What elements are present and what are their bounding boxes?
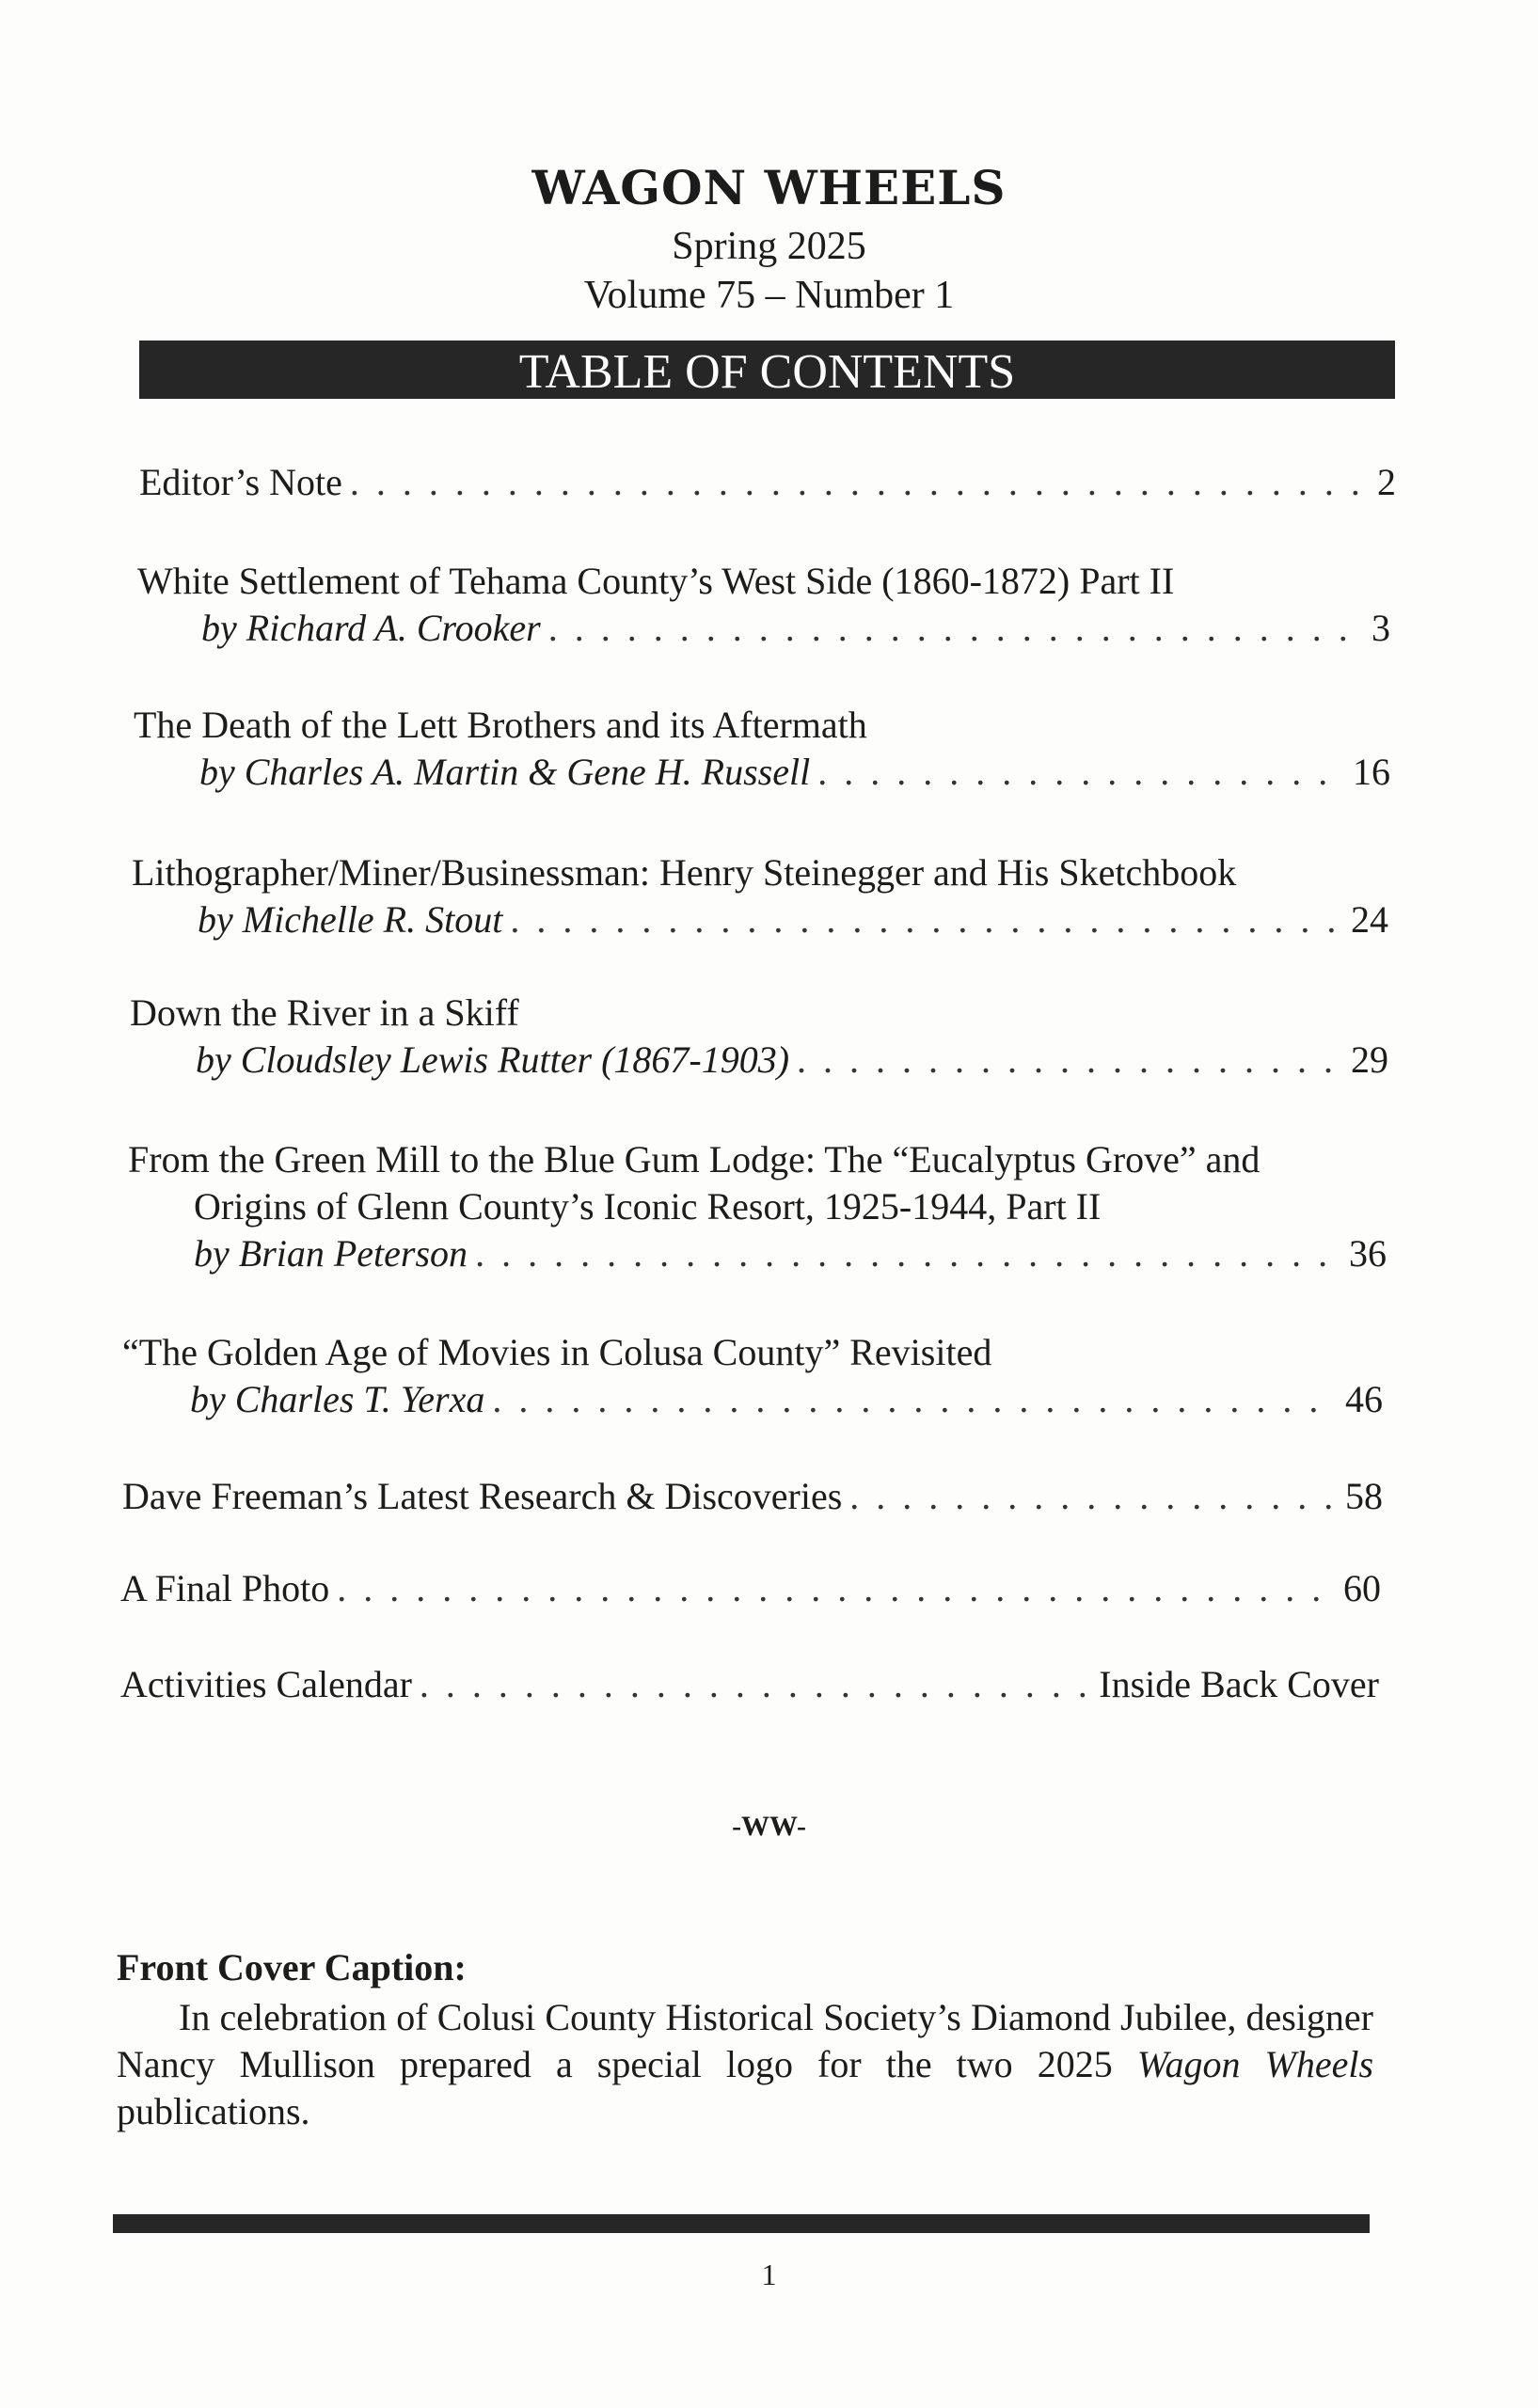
toc-heading: TABLE OF CONTENTS bbox=[139, 341, 1395, 399]
publication-title: WAGON WHEELS bbox=[531, 160, 1007, 215]
entry-title-continued: Origins of Glenn County’s Iconic Resort, 1925-1944, Part II bbox=[194, 1185, 1102, 1228]
section-separator: -WW- bbox=[732, 1811, 806, 1842]
entry-page: 36 bbox=[1349, 1232, 1387, 1275]
toc-entry[interactable] bbox=[134, 702, 1390, 796]
dot-leader bbox=[337, 1565, 1336, 1612]
toc-entry[interactable] bbox=[120, 1565, 1381, 1612]
entry-title: The Death of the Lett Brothers and its Aftermath bbox=[134, 704, 867, 746]
entry-author: by Cloudsley Lewis Rutter (1867-1903) bbox=[196, 1038, 790, 1081]
toc-entry[interactable] bbox=[128, 1136, 1387, 1277]
entry-title: From the Green Mill to the Blue Gum Lodge: The “Eucalyptus Grove” and bbox=[128, 1138, 1261, 1180]
toc-entry[interactable] bbox=[122, 1329, 1383, 1423]
entry-page: 2 bbox=[1377, 461, 1396, 503]
toc-entry[interactable] bbox=[132, 849, 1388, 943]
caption-heading: Front Cover Caption: bbox=[117, 1946, 467, 1988]
entry-title: Down the River in a Skiff bbox=[130, 991, 519, 1034]
dot-leader bbox=[797, 1037, 1343, 1084]
entry-page: 3 bbox=[1372, 607, 1390, 649]
caption-text-start: In celebration of Colusi County Historical Society’s Diamond Jubilee, designer Nancy Mullison prepared a special logo for the two 2025 bbox=[117, 1996, 1373, 2085]
page-number: 1 bbox=[761, 2258, 777, 2291]
dot-leader bbox=[817, 749, 1345, 796]
dot-leader bbox=[420, 1661, 1091, 1708]
entry-title: A Final Photo bbox=[120, 1567, 330, 1609]
caption-text-end: publications. bbox=[117, 2090, 310, 2132]
entry-page: 24 bbox=[1351, 898, 1388, 941]
caption-publication-name: Wagon Wheels bbox=[1136, 2043, 1374, 2085]
dot-leader bbox=[510, 896, 1343, 943]
entry-title: White Settlement of Tehama County’s West Side (1860-1872) Part II bbox=[137, 560, 1175, 602]
entry-author: by Brian Peterson bbox=[194, 1232, 468, 1275]
entry-title: “The Golden Age of Movies in Colusa County” Revisited bbox=[122, 1331, 992, 1373]
entry-page: Inside Back Cover bbox=[1099, 1663, 1379, 1705]
dot-leader bbox=[475, 1230, 1341, 1277]
footer-rule bbox=[113, 2214, 1370, 2233]
toc-entry[interactable] bbox=[120, 1661, 1379, 1708]
entry-title: Activities Calendar bbox=[120, 1663, 412, 1705]
entry-page: 29 bbox=[1351, 1038, 1388, 1081]
caption-text bbox=[117, 1994, 1373, 2135]
dot-leader bbox=[849, 1473, 1338, 1520]
toc-entry[interactable] bbox=[130, 990, 1388, 1084]
entry-title: Lithographer/Miner/Businessman: Henry Steinegger and His Sketchbook bbox=[132, 851, 1237, 894]
entry-author: by Charles A. Martin & Gene H. Russell bbox=[199, 751, 811, 793]
entry-page: 46 bbox=[1345, 1378, 1383, 1420]
dot-leader bbox=[492, 1376, 1338, 1423]
entry-author: by Michelle R. Stout bbox=[198, 898, 503, 941]
entry-title: Dave Freeman’s Latest Research & Discoveries bbox=[122, 1475, 843, 1517]
entry-page: 16 bbox=[1353, 751, 1390, 793]
toc-entry[interactable] bbox=[139, 459, 1396, 506]
entry-page: 58 bbox=[1345, 1475, 1383, 1517]
volume-number: Volume 75 – Number 1 bbox=[583, 274, 955, 317]
dot-leader bbox=[350, 459, 1370, 506]
issue-season: Spring 2025 bbox=[672, 225, 866, 268]
entry-page: 60 bbox=[1343, 1567, 1381, 1609]
entry-title: Editor’s Note bbox=[139, 461, 342, 503]
entry-author: by Charles T. Yerxa bbox=[190, 1378, 485, 1420]
entry-author: by Richard A. Crooker bbox=[201, 607, 541, 649]
dot-leader bbox=[548, 605, 1364, 652]
toc-entry[interactable] bbox=[137, 558, 1390, 652]
toc-entry[interactable] bbox=[122, 1473, 1383, 1520]
